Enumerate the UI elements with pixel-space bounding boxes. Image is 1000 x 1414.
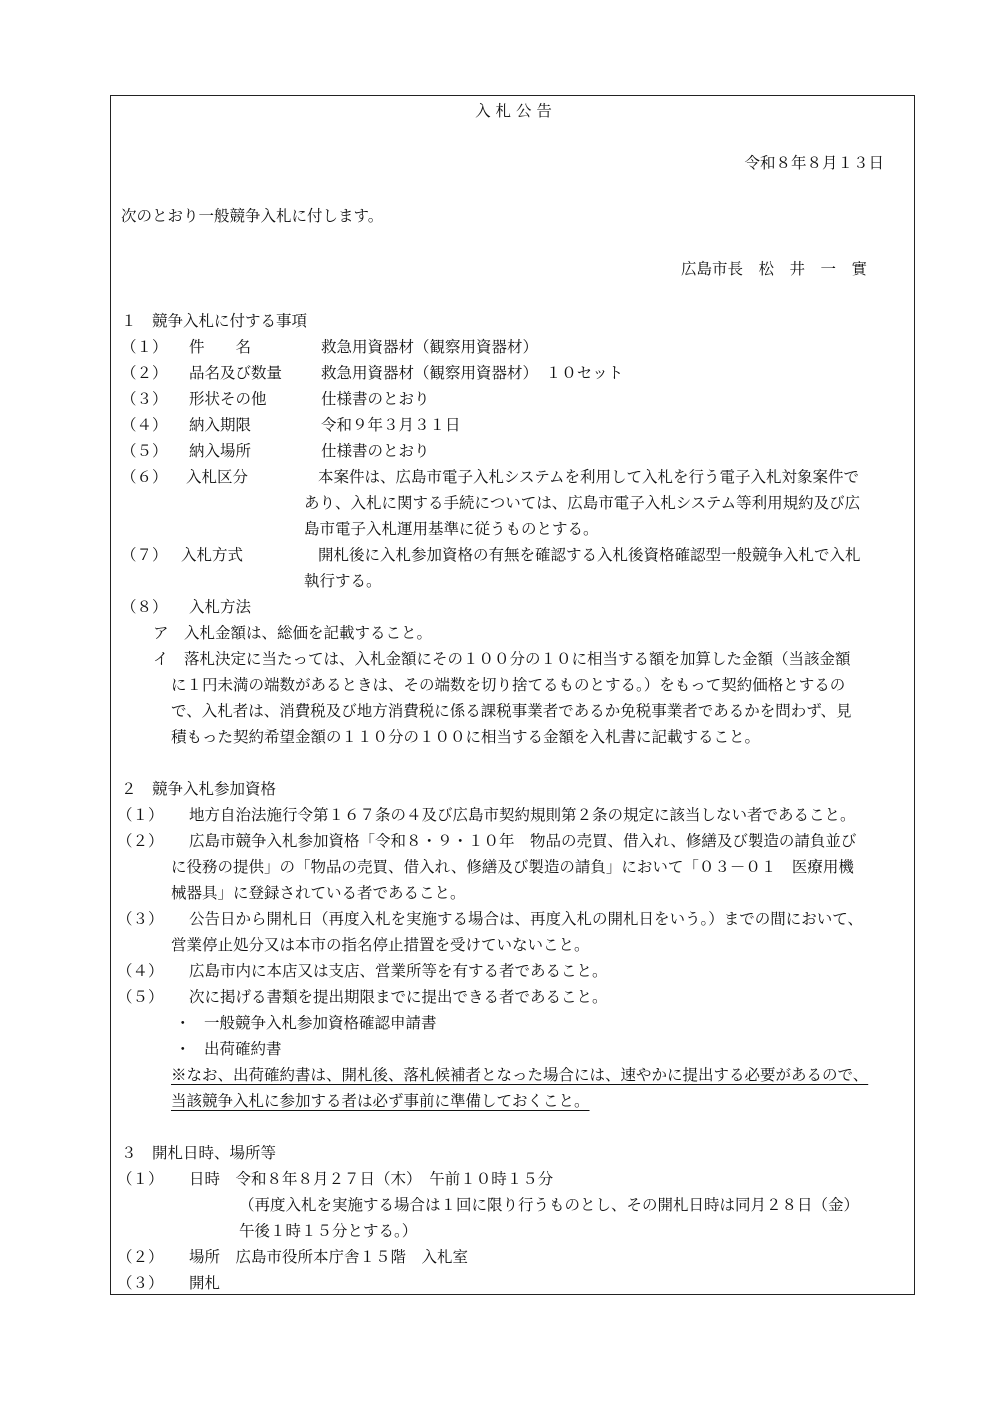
item-label: 入札区分 [186,468,249,486]
sub-item-line: で、入札者は、消費税及び地方消費税に係る課税事業者であるか免税事業者であるかを問わず、見 [171,702,852,720]
required-document: 一般競争入札参加資格確認申請書 [204,1014,437,1032]
item-value: 仕様書のとおり [321,442,430,460]
item-number: （４） [121,416,168,434]
item-label: 入札方式 [181,546,244,564]
item-text-line: 広島市内に本店又は支店、営業所等を有する者であること。 [189,962,608,980]
section-1-heading: １ 競争入札に付する事項 [121,312,308,330]
item-text-line: に役務の提供」の「物品の売買、借入れ、修繕及び製造の請負」において「０３－０１ 医療用機 [171,858,854,876]
item-number: （５） [121,442,168,460]
item-text-line: 地方自治法施行令第１６７条の４及び広島市契約規則第２条の規定に該当しない者であること。 [189,806,856,824]
note-line: ※なお、出荷確約書は、開札後、落札候補者となった場合には、速やかに提出する必要があるので、 [171,1066,869,1084]
item-text-line: 次に掲げる書類を提出期限までに提出できる者であること。 [189,988,608,1006]
section-3-heading: ３ 開札日時、場所等 [121,1144,277,1162]
item-number: （６） [121,468,168,486]
sub-item-line: イ 落札決定に当たっては、入札金額にその１００分の１０に相当する額を加算した金額（当該金額 [153,650,851,668]
item-text-line: 開札後に入札参加資格の有無を確認する入札後資格確認型一般競争入札で入札 [318,546,861,564]
item-text-line: 本案件は、広島市電子入札システムを利用して入札を行う電子入札対象案件で [318,468,859,486]
item-value: 仕様書のとおり [321,390,430,408]
item-number: （２） [121,364,168,382]
item-number: （５） [117,988,164,1006]
item-value: 令和９年３月３１日 [321,416,461,434]
item-number: （１） [117,806,164,824]
sub-item-line: ア 入札金額は、総価を記載すること。 [153,624,433,642]
item-value: 救急用資器材（観察用資器材） [321,338,539,356]
item-text-line: 日時 令和８年８月２７日（木） 午前１０時１５分 [189,1170,554,1188]
item-value: 救急用資器材（観察用資器材） １０セット [321,364,624,382]
notice-title: 入 札 公 告 [475,102,552,120]
sub-item-line: に１円未満の端数があるときは、その端数を切り捨てるものとする。）をもって契約価格とするの [171,676,846,694]
item-label: 納入場所 [189,442,252,460]
item-text-line: （再度入札を実施する場合は１回に限り行うものとし、その開札日時は同月２８日（金） [239,1196,860,1214]
notice-document [110,95,915,1295]
note-line: 当該競争入札に参加する者は必ず事前に準備しておくこと。 [171,1092,590,1110]
item-text-line: 午後１時１５分とする。） [239,1222,418,1240]
section-2-heading: ２ 競争入札参加資格 [121,780,277,798]
issuer-name: 広島市長 松 井 一 實 [680,260,867,278]
item-label: 件 名 [189,338,252,356]
notice-date: 令和８年８月１３日 [744,154,884,172]
item-text-line: 公告日から開札日（再度入札を実施する場合は、再度入札の開札日をいう。）までの間において、 [189,910,863,928]
item-text-line: 械器具」に登録されている者であること。 [171,884,466,902]
bullet-icon: ・ [175,1040,191,1058]
item-text-line: あり、入札に関する手続については、広島市電子入札システム等利用規約及び広 [304,494,861,512]
bullet-icon: ・ [175,1014,191,1032]
notice-intro: 次のとおり一般競争入札に付します。 [121,207,384,225]
item-number: （３） [121,390,168,408]
item-number: （２） [117,832,164,850]
item-label: 形状その他 [189,390,267,408]
item-label: 納入期限 [189,416,252,434]
item-number: （４） [117,962,164,980]
item-text-line: 島市電子入札運用基準に従うものとする。 [304,520,599,538]
item-number: （３） [117,1274,164,1292]
item-text-line: 営業停止処分又は本市の指名停止措置を受けていないこと。 [171,936,590,954]
item-number: （８） [121,598,168,616]
item-number: （１） [117,1170,164,1188]
item-text-line: 広島市競争入札参加資格「令和８・９・１０年 物品の売買、借入れ、修繕及び製造の請負並び [189,832,857,850]
sub-item-line: 積もった契約希望金額の１１０分の１００に相当する金額を入札書に記載すること。 [171,728,761,746]
item-number: （１） [121,338,168,356]
item-text-line: 開札 [189,1274,221,1292]
item-number: （２） [117,1248,164,1266]
item-number: （７） [121,546,168,564]
item-text-line: 場所 広島市役所本庁舎１５階 入札室 [189,1248,469,1266]
required-document: 出荷確約書 [204,1040,282,1058]
item-label: 品名及び数量 [189,364,283,382]
item-number: （３） [117,910,164,928]
item-label: 入札方法 [189,598,252,616]
item-text-line: 執行する。 [304,572,382,590]
